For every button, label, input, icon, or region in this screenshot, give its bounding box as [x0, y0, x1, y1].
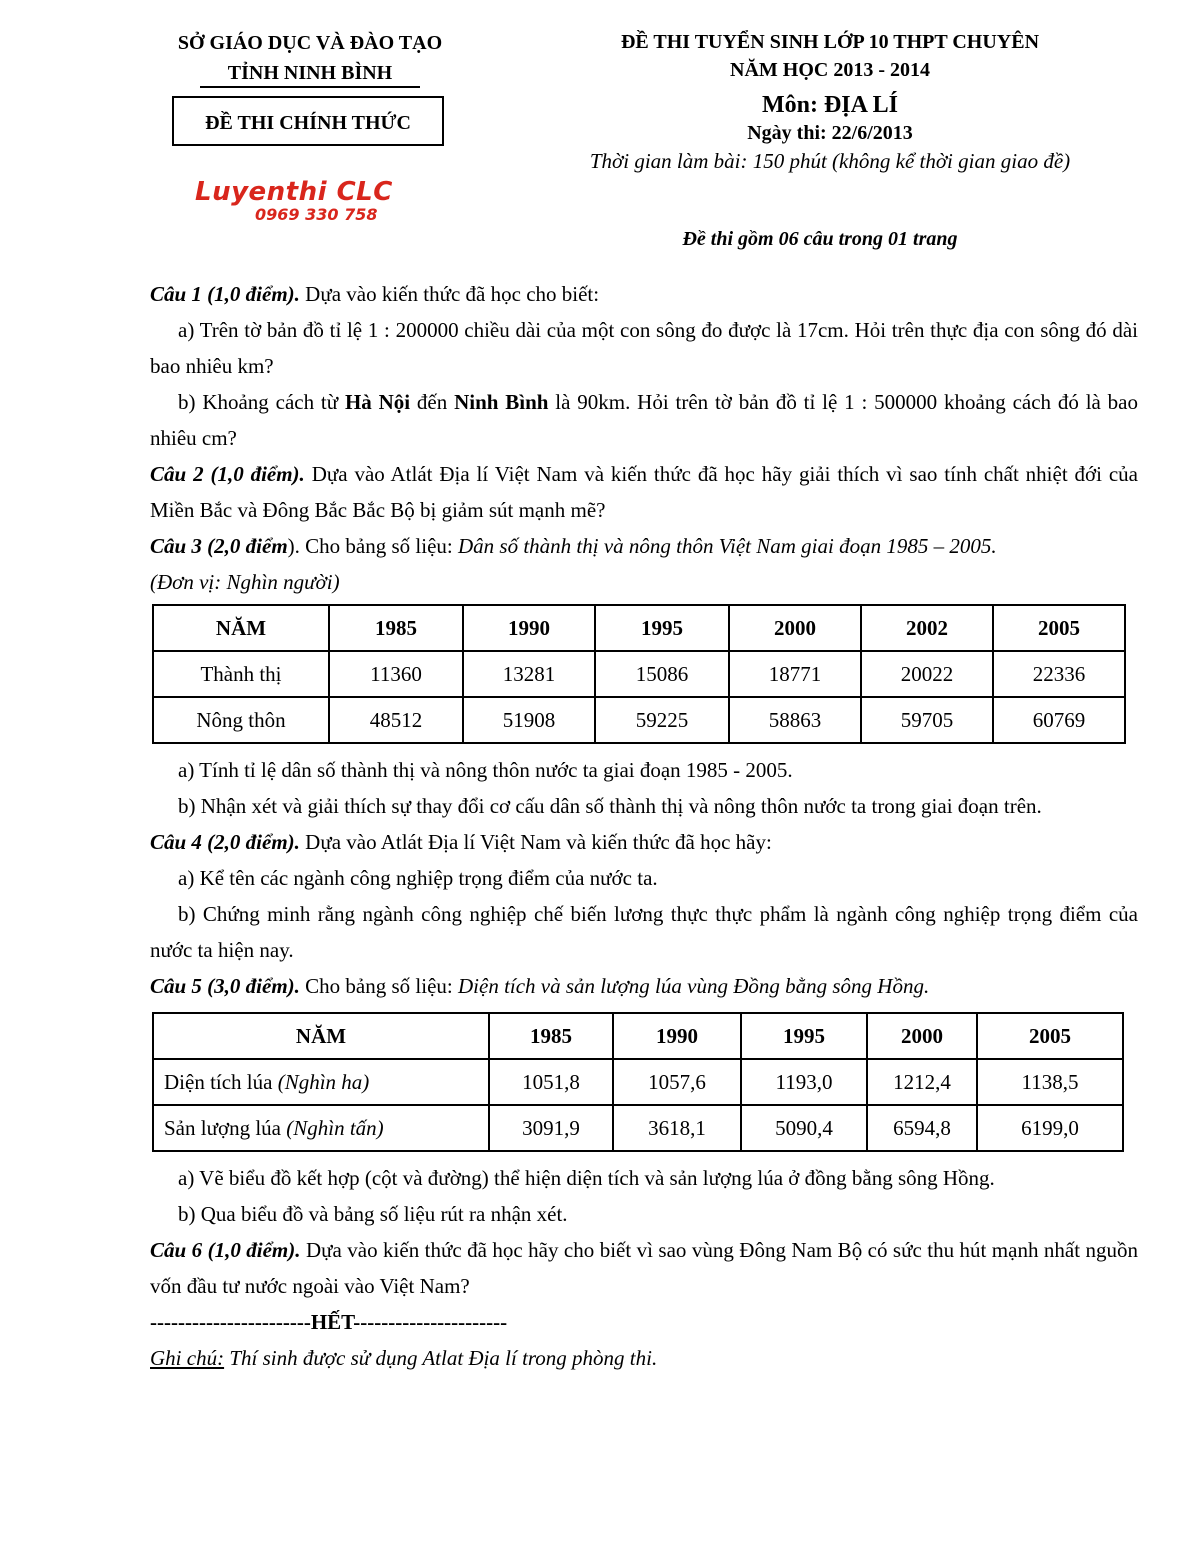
table-cell: 58863: [729, 697, 861, 743]
place-ha-noi: Hà Nội: [344, 390, 411, 414]
table-cell: 59705: [861, 697, 993, 743]
question-4-text: Dựa vào Atlát Địa lí Việt Nam và kiến thức đã học hãy:: [299, 830, 772, 854]
question-2-text: Dựa vào Atlát Địa lí Việt Nam và kiến thức đã học hãy giải thích vì sao tính chất nhiệt đới của Miền Bắc và Đông Bắc Bắc Bộ bị giảm sút mạnh mẽ?: [150, 462, 1139, 522]
table-cell: 59225: [595, 697, 729, 743]
table-header-cell: 2000: [867, 1013, 977, 1059]
table-header-cell: 1995: [741, 1013, 867, 1059]
table-cell: 5090,4: [741, 1105, 867, 1151]
table-header-cell: 2005: [993, 605, 1125, 651]
question-3a: a) Tính tỉ lệ dân số thành thị và nông thôn nước ta giai đoạn 1985 - 2005.: [178, 758, 793, 782]
table-cell: Thành thị: [153, 651, 329, 697]
luyenthi-logo: [195, 178, 420, 226]
place-ninh-binh: Ninh Bình: [454, 390, 549, 414]
row-name: Sản lượng lúa: [164, 1116, 287, 1140]
table-cell: 51908: [463, 697, 595, 743]
exam-date: Ngày thi: 22/6/2013: [747, 122, 913, 144]
row-unit: (Nghìn tấn): [286, 1116, 384, 1140]
table-cell: 15086: [595, 651, 729, 697]
table-cell: 3618,1: [613, 1105, 741, 1151]
row-name: Diện tích lúa: [164, 1070, 278, 1094]
table-header-cell: 1990: [463, 605, 595, 651]
logo-phone: 0969 330 758: [255, 205, 378, 224]
table-header-cell: 2005: [977, 1013, 1123, 1059]
question-5-label: Câu 5 (3,0 điểm).: [150, 974, 300, 998]
table-header-cell: 1985: [329, 605, 463, 651]
question-4: [150, 824, 1138, 860]
table-cell: 18771: [729, 651, 861, 697]
table-cell: 13281: [463, 651, 595, 697]
table-cell: 6594,8: [867, 1105, 977, 1151]
exam-header: [540, 28, 1120, 176]
table-row: [153, 651, 1125, 697]
table-row: [153, 1105, 1123, 1151]
question-3-label: Câu 3 (2,0 điểm: [150, 534, 288, 558]
table-header-cell: 1985: [489, 1013, 613, 1059]
question-1b: [150, 384, 1138, 456]
exam-duration: Thời gian làm bài: 150 phút (không kể thời gian giao đề): [589, 149, 1071, 173]
question-6: [150, 1232, 1138, 1304]
table-cell: 20022: [861, 651, 993, 697]
subject: Môn: ĐỊA LÍ: [761, 92, 899, 118]
table-cell: 1193,0: [741, 1059, 867, 1105]
question-3-label-close: ).: [287, 534, 300, 558]
page-count-note: Đề thi gồm 06 câu trong 01 trang: [682, 228, 958, 250]
table-cell: 48512: [329, 697, 463, 743]
table-cell: 6199,0: [977, 1105, 1123, 1151]
question-1-text: Dựa vào kiến thức đã học cho biết:: [299, 282, 600, 306]
table-cell: 60769: [993, 697, 1125, 743]
table-cell: 22336: [993, 651, 1125, 697]
footnote-label: Ghi chú:: [150, 1346, 225, 1370]
footnote: [150, 1340, 1138, 1376]
table-cell: [153, 1105, 489, 1151]
table-cell: 3091,9: [489, 1105, 613, 1151]
table-cell: 1212,4: [867, 1059, 977, 1105]
row-unit: (Nghìn ha): [277, 1070, 370, 1094]
question-1: [150, 276, 1138, 312]
exam-content: [150, 276, 1138, 1376]
table-header-row: [153, 605, 1125, 651]
table-row: [153, 1059, 1123, 1105]
exam-title: ĐỀ THI TUYỂN SINH LỚP 10 THPT CHUYÊN: [620, 31, 1040, 53]
question-5-table-title: Diện tích và sản lượng lúa vùng Đồng bằng sông Hồng.: [458, 974, 930, 998]
question-3b: b) Nhận xét và giải thích sự thay đổi cơ cấu dân số thành thị và nông thôn nước ta trong giai đoạn trên.: [178, 794, 1042, 818]
table-cell: [153, 1059, 489, 1105]
question-3: [150, 528, 1138, 564]
question-6-text: Dựa vào kiến thức đã học hãy cho biết vì sao vùng Đông Nam Bộ có sức thu hút mạnh nhất nguồn vốn đầu tư nước ngoài vào Việt Nam?: [150, 1238, 1138, 1298]
question-3-table-title: Dân số thành thị và nông thôn Việt Nam giai đoạn 1985 – 2005.: [458, 534, 997, 558]
school-year: NĂM HỌC 2013 - 2014: [730, 59, 930, 81]
question-6-label: Câu 6 (1,0 điểm).: [150, 1238, 301, 1262]
department-header: [150, 28, 470, 88]
footnote-text: Thí sinh được sử dụng Atlat Địa lí trong phòng thi.: [224, 1346, 658, 1370]
question-1b-pre: b) Khoảng cách từ: [178, 390, 345, 414]
table-header-cell: 1990: [613, 1013, 741, 1059]
department-line1: SỞ GIÁO DỤC VÀ ĐÀO TẠO: [177, 32, 443, 54]
question-1b-post: là 90km. Hỏi trên tờ bản đồ tỉ lệ 1 : 500000 khoảng cách đó là bao nhiêu cm?: [150, 390, 1138, 450]
table-row: [153, 697, 1125, 743]
table-cell: 1138,5: [977, 1059, 1123, 1105]
question-5: [150, 968, 1138, 1004]
table-cell: 11360: [329, 651, 463, 697]
question-5a: a) Vẽ biểu đồ kết hợp (cột và đường) thể hiện diện tích và sản lượng lúa ở đồng bằng sông Hồng.: [178, 1166, 995, 1190]
question-4b: b) Chứng minh rằng ngành công nghiệp chế biến lương thực thực phẩm là ngành công nghiệp trọng điểm của nước ta hiện nay.: [150, 902, 1138, 962]
question-5b: b) Qua biểu đồ và bảng số liệu rút ra nhận xét.: [178, 1202, 568, 1226]
rice-table: [152, 1012, 1124, 1152]
population-table: [152, 604, 1126, 744]
end-marker: -----------------------HẾT----------------------: [150, 1310, 508, 1334]
official-exam-box: ĐỀ THI CHÍNH THỨC: [172, 96, 444, 146]
table-header-cell: NĂM: [153, 1013, 489, 1059]
question-2: [150, 456, 1138, 528]
table-cell: 1051,8: [489, 1059, 613, 1105]
question-3-unit: (Đơn vị: Nghìn người): [150, 570, 340, 594]
logo-brand: Luyenthi CLC: [195, 177, 393, 207]
table-header-cell: 2002: [861, 605, 993, 651]
question-3-text: Cho bảng số liệu:: [299, 534, 458, 558]
table-header-cell: 1995: [595, 605, 729, 651]
table-header-row: [153, 1013, 1123, 1059]
table-header-cell: NĂM: [153, 605, 329, 651]
question-1b-mid: đến: [410, 390, 455, 414]
question-5-text: Cho bảng số liệu:: [299, 974, 458, 998]
question-4-label: Câu 4 (2,0 điểm).: [150, 830, 300, 854]
table-cell: Nông thôn: [153, 697, 329, 743]
question-2-label: Câu 2 (1,0 điểm).: [150, 462, 305, 486]
table-cell: 1057,6: [613, 1059, 741, 1105]
question-1a: a) Trên tờ bản đồ tỉ lệ 1 : 200000 chiều dài của một con sông đo được là 17cm. Hỏi trên thực địa con sông đó dài bao nhiêu km?: [150, 318, 1138, 378]
table-header-cell: 2000: [729, 605, 861, 651]
question-1-label: Câu 1 (1,0 điểm).: [150, 282, 300, 306]
question-4a: a) Kể tên các ngành công nghiệp trọng điểm của nước ta.: [178, 866, 658, 890]
department-line2: TỈNH NINH BÌNH: [200, 60, 420, 88]
